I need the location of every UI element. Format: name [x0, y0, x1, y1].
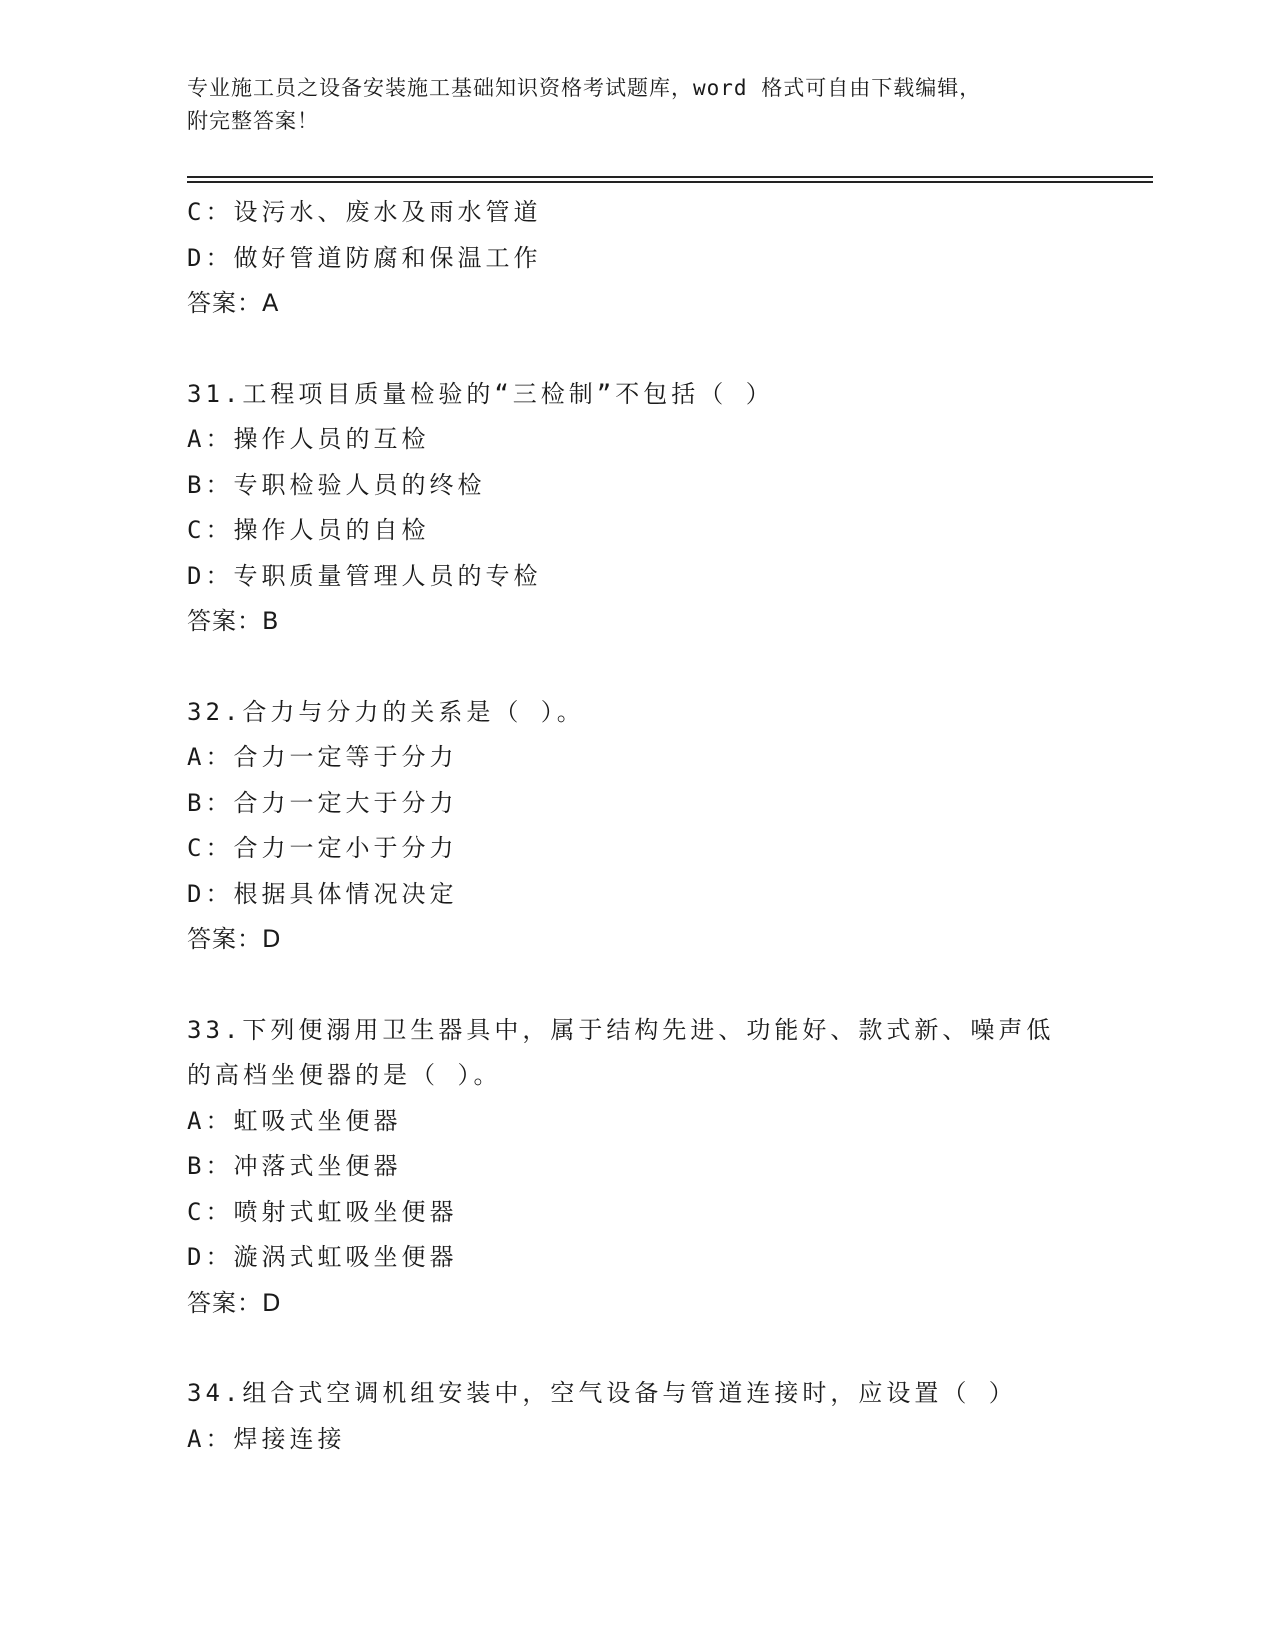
option-d: D：漩涡式虹吸坐便器 — [187, 1243, 458, 1271]
option-a: A：虹吸式坐便器 — [187, 1106, 402, 1135]
header-line-1: 专业施工员之设备安装施工基础知识资格考试题库，word 格式可自由下载编辑， — [187, 76, 982, 100]
answer-label: 答案：B — [187, 607, 280, 635]
option-d: D：根据具体情况决定 — [187, 879, 458, 908]
option-a: A：焊接连接 — [187, 1424, 346, 1453]
question-block-34 — [187, 1371, 1087, 1462]
question-block-31 — [187, 372, 1087, 645]
option-c: C：设污水、废水及雨水管道 — [187, 198, 542, 226]
question-text: 32.合力与分力的关系是（ ）。 — [187, 697, 585, 726]
option-c: C：操作人员的自检 — [187, 516, 430, 544]
option-c: C：合力一定小于分力 — [187, 834, 458, 862]
question-block-33 — [187, 1008, 1087, 1327]
option-c: C：喷射式虹吸坐便器 — [187, 1197, 458, 1226]
answer-label: 答案：D — [187, 925, 282, 953]
option-b: B：合力一定大于分力 — [187, 788, 458, 817]
document-header — [187, 72, 1067, 138]
answer-label: 答案：A — [187, 289, 280, 317]
answer-label: 答案：D — [187, 1288, 282, 1317]
header-line-2: 附完整答案！ — [187, 109, 319, 133]
question-text: 34.组合式空调机组安装中，空气设备与管道连接时，应设置（ ） — [187, 1379, 1017, 1407]
question-block-30 — [187, 190, 1087, 327]
question-block-32 — [187, 690, 1087, 963]
option-a: A：操作人员的互检 — [187, 425, 430, 453]
option-b: B：专职检验人员的终检 — [187, 470, 486, 499]
option-b: B：冲落式坐便器 — [187, 1152, 402, 1180]
question-text: 31.工程项目质量检验的“三检制”不包括（ ） — [187, 379, 774, 408]
header-divider — [187, 176, 1153, 186]
option-d: D：专职质量管理人员的专检 — [187, 561, 542, 590]
option-a: A：合力一定等于分力 — [187, 743, 458, 771]
question-list — [187, 190, 1087, 1462]
question-text: 33.下列便溺用卫生器具中，属于结构先进、功能好、款式新、噪声低 — [187, 1015, 1055, 1044]
option-d: D：做好管道防腐和保温工作 — [187, 243, 542, 272]
question-text-continued: 的高档坐便器的是（ ）。 — [187, 1061, 502, 1089]
